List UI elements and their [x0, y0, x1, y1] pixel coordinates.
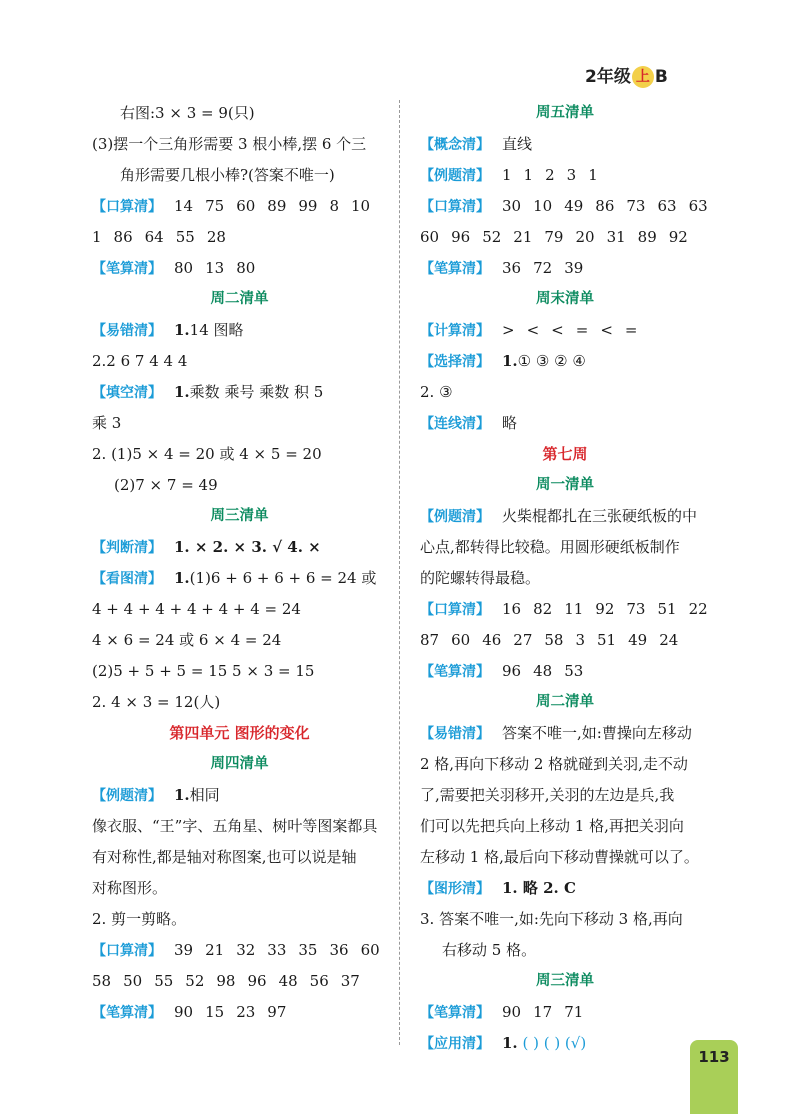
kousuan-row: 1 86 64 55 28	[92, 228, 226, 246]
bisuan-row: 【笔算清】 80 13 80	[92, 259, 256, 277]
section-heading: 周三清单	[210, 508, 269, 524]
kousuan-row: 【口算清】 39 21 32 33 35 36 60	[92, 941, 380, 959]
answer-line: 4 × 6 = 24 或 6 × 4 = 24	[92, 631, 282, 649]
unit-heading: 第四单元 图形的变化	[169, 724, 310, 742]
section-tag: 【笔算清】	[420, 664, 490, 680]
section-tag: 【口算清】	[92, 199, 162, 215]
section-tag: 【笔算清】	[92, 1005, 162, 1021]
kousuan-row: 【口算清】 30 10 49 86 73 63 63	[420, 197, 708, 215]
section-tag: 【易错清】	[92, 323, 162, 339]
answer-line: 心点,都转得比较稳。用圆形硬纸板制作	[420, 538, 680, 556]
grade-suffix: B	[654, 67, 668, 87]
answer-line: 了,需要把关羽移开,关羽的左边是兵,我	[420, 786, 675, 804]
yicuo-row: 【易错清】 答案不唯一,如:曹操向左移动	[420, 724, 692, 742]
gainian-row: 【概念清】 直线	[420, 135, 533, 153]
grade-label	[585, 62, 668, 88]
kousuan-row: 【口算清】 14 75 60 89 99 8 10	[92, 197, 371, 215]
section-tag: 【判断清】	[92, 540, 162, 556]
section-heading: 周三清单	[536, 973, 594, 989]
kousuan-row: 60 96 52 21 79 20 31 89 92	[420, 228, 688, 246]
section-tag: 【填空清】	[92, 385, 162, 401]
page-number: 113	[690, 1040, 738, 1078]
section-tag: 【易错清】	[420, 726, 490, 742]
answer-line: 左移动 1 格,最后向下移动曹操就可以了。	[420, 848, 699, 866]
bisuan-row: 【笔算清】 96 48 53	[420, 662, 584, 680]
bisuan-row: 【笔算清】 36 72 39	[420, 259, 584, 277]
answer-line: 对称图形。	[92, 879, 168, 897]
column-divider	[399, 100, 400, 1045]
section-tag: 【选择清】	[420, 354, 490, 370]
section-tag: 【例题清】	[420, 168, 490, 184]
yingyong-row: 【应用清】 1. ( ) ( ) (√)	[420, 1034, 587, 1052]
lianxian-row: 【连线清】 略	[420, 414, 518, 432]
answer-line: 2. 剪一剪略。	[92, 910, 187, 928]
section-tag: 【笔算清】	[92, 261, 162, 277]
section-heading: 周五清单	[536, 105, 594, 121]
section-tag: 【应用清】	[420, 1036, 490, 1052]
answer-line: 有对称性,都是轴对称图案,也可以说是轴	[92, 848, 357, 866]
kousuan-row: 58 50 55 52 98 96 48 56 37	[92, 972, 360, 990]
kousuan-row: 【口算清】 16 82 11 92 73 51 22	[420, 600, 708, 618]
liti-row: 【例题清】 火柴棍都扎在三张硬纸板的中	[420, 507, 698, 525]
semester-badge: 上	[632, 66, 654, 88]
kousuan-row: 87 60 46 27 58 3 51 49 24	[420, 631, 679, 649]
answer-line: 2.2 6 7 4 4 4	[92, 352, 188, 370]
bisuan-row: 【笔算清】 90 15 23 97	[92, 1003, 287, 1021]
section-tag: 【概念清】	[420, 137, 490, 153]
grade-prefix: 2年级	[585, 67, 631, 87]
answer-line: 2. (1)5 × 4 = 20 或 4 × 5 = 20	[92, 445, 322, 463]
xuanze-row: 【选择清】 1.① ③ ② ④	[420, 352, 586, 370]
section-tag: 【口算清】	[420, 602, 490, 618]
answer-line: 们可以先把兵向上移动 1 格,再把关羽向	[420, 817, 684, 835]
answer-line: 的陀螺转得最稳。	[420, 569, 541, 587]
answer-line: 2. 4 × 3 = 12(人)	[92, 693, 221, 711]
yicuo-row: 【易错清】 1.14 图略	[92, 321, 244, 339]
tuxing-row: 【图形清】 1. 略 2. C	[420, 879, 576, 897]
answer-line: 3. 答案不唯一,如:先向下移动 3 格,再向	[420, 910, 683, 928]
section-tag: 【笔算清】	[420, 1005, 490, 1021]
section-tag: 【图形清】	[420, 881, 490, 897]
answer-line: 2 格,再向下移动 2 格就碰到关羽,走不动	[420, 755, 688, 773]
right-column	[420, 98, 710, 1059]
answer-line: 2. ③	[420, 383, 453, 401]
jisuan-row: 【计算清】 > < < = < =	[420, 321, 638, 339]
section-heading: 周四清单	[210, 756, 269, 772]
answer-line: 乘 3	[92, 414, 122, 432]
section-tag: 【口算清】	[420, 199, 490, 215]
week-heading: 第七周	[542, 445, 588, 463]
section-tag: 【例题清】	[92, 788, 162, 804]
answer-line: (2)5 + 5 + 5 = 15 5 × 3 = 15	[92, 662, 315, 680]
answer-line: (3)摆一个三角形需要 3 根小棒,摆 6 个三	[92, 135, 367, 153]
section-heading: 周末清单	[536, 291, 594, 307]
section-tag: 【笔算清】	[420, 261, 490, 277]
section-tag: 【口算清】	[92, 943, 162, 959]
section-tag: 【连线清】	[420, 416, 490, 432]
liti-row: 【例题清】 1 1 2 3 1	[420, 166, 598, 184]
tiankong-row: 【填空清】 1.乘数 乘号 乘数 积 5	[92, 383, 324, 401]
answer-line: (2)7 × 7 = 49	[114, 476, 218, 494]
answer-line: 像衣服、“王”字、五角星、树叶等图案都具	[92, 817, 378, 835]
section-heading: 周二清单	[536, 694, 594, 710]
answer-line: 4 + 4 + 4 + 4 + 4 + 4 = 24	[92, 600, 301, 618]
bisuan-row: 【笔算清】 90 17 71	[420, 1003, 584, 1021]
answer-line: 右图:3 × 3 = 9(只)	[120, 104, 255, 122]
answer-line: 右移动 5 格。	[442, 941, 537, 959]
section-tag: 【例题清】	[420, 509, 490, 525]
panduan-row: 【判断清】 1. × 2. × 3. √ 4. ×	[92, 538, 321, 556]
left-column	[92, 98, 387, 1028]
liti-row: 【例题清】 1.相同	[92, 786, 220, 804]
section-tag: 【计算清】	[420, 323, 490, 339]
answer-line: 角形需要几根小棒?(答案不唯一)	[120, 166, 335, 184]
section-heading: 周一清单	[536, 477, 594, 493]
section-tag: 【看图清】	[92, 571, 162, 587]
page-tab-bar	[690, 1074, 738, 1114]
kantu-row: 【看图清】 1.(1)6 + 6 + 6 + 6 = 24 或	[92, 569, 377, 587]
section-heading: 周二清单	[210, 291, 269, 307]
